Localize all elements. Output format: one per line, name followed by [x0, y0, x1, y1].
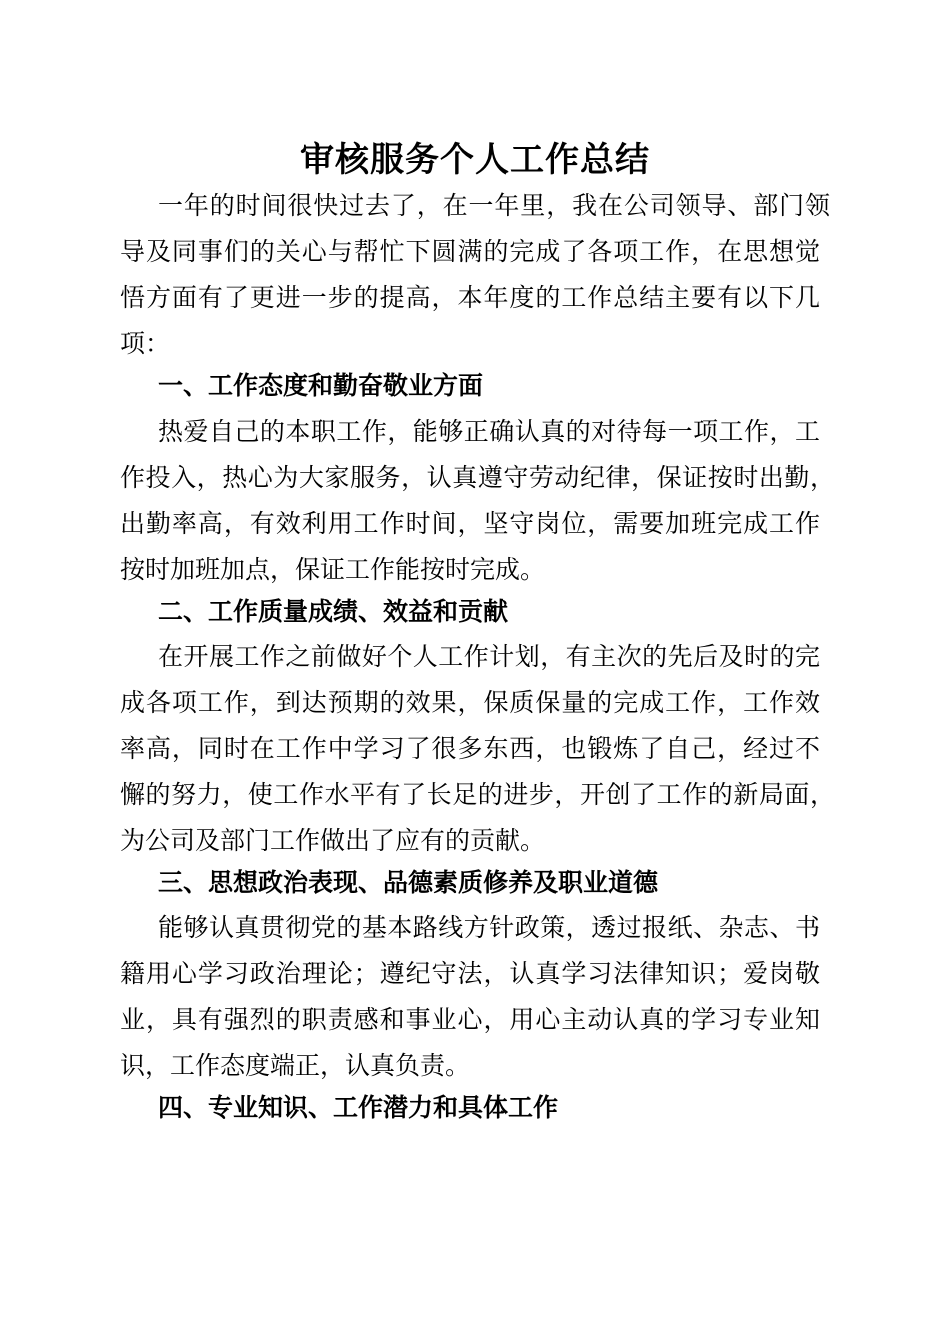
section-line: 能够认真贯彻党的基本路线方针政策，透过报纸、杂志、书	[158, 913, 820, 942]
section-line: 热爱自己的本职工作，能够正确认真的对待每一项工作，工	[158, 417, 820, 446]
section-line: 出勤率高，有效利用工作时间，坚守岗位，需要加班完成工作	[120, 509, 820, 538]
section-heading: 三、思想政治表现、品德素质修养及职业道德	[158, 868, 659, 897]
section-line: 按时加班加点，保证工作能按时完成。	[120, 555, 546, 584]
section-line: 作投入，热心为大家服务，认真遵守劳动纪律，保证按时出勤，	[120, 463, 835, 492]
section-line: 在开展工作之前做好个人工作计划，有主次的先后及时的完	[158, 642, 820, 671]
section-line: 成各项工作，到达预期的效果，保质保量的完成工作，工作效	[120, 688, 820, 717]
intro-line: 悟方面有了更进一步的提高，本年度的工作总结主要有以下几	[120, 283, 820, 312]
intro-line: 导及同事们的关心与帮忙下圆满的完成了各项工作，在思想觉	[120, 237, 820, 266]
document-title: 审核服务个人工作总结	[300, 140, 650, 180]
section-heading: 二、工作质量成绩、效益和贡献	[158, 597, 509, 626]
intro-line: 项：	[120, 329, 171, 358]
intro-line: 一年的时间很快过去了，在一年里，我在公司领导、部门领	[158, 191, 830, 220]
section-line: 籍用心学习政治理论；遵纪守法，认真学习法律知识；爱岗敬	[120, 959, 820, 988]
section-line: 识，工作态度端正，认真负责。	[120, 1051, 471, 1080]
section-line: 业，具有强烈的职责感和事业心，用心主动认真的学习专业知	[120, 1005, 820, 1034]
section-heading: 一、工作态度和勤奋敬业方面	[158, 371, 484, 400]
section-line: 懈的努力，使工作水平有了长足的进步，开创了工作的新局面，	[120, 780, 835, 809]
section-line: 率高，同时在工作中学习了很多东西，也锻炼了自己，经过不	[120, 734, 820, 763]
section-line: 为公司及部门工作做出了应有的贡献。	[120, 826, 546, 855]
section-heading: 四、专业知识、工作潜力和具体工作	[158, 1093, 559, 1122]
